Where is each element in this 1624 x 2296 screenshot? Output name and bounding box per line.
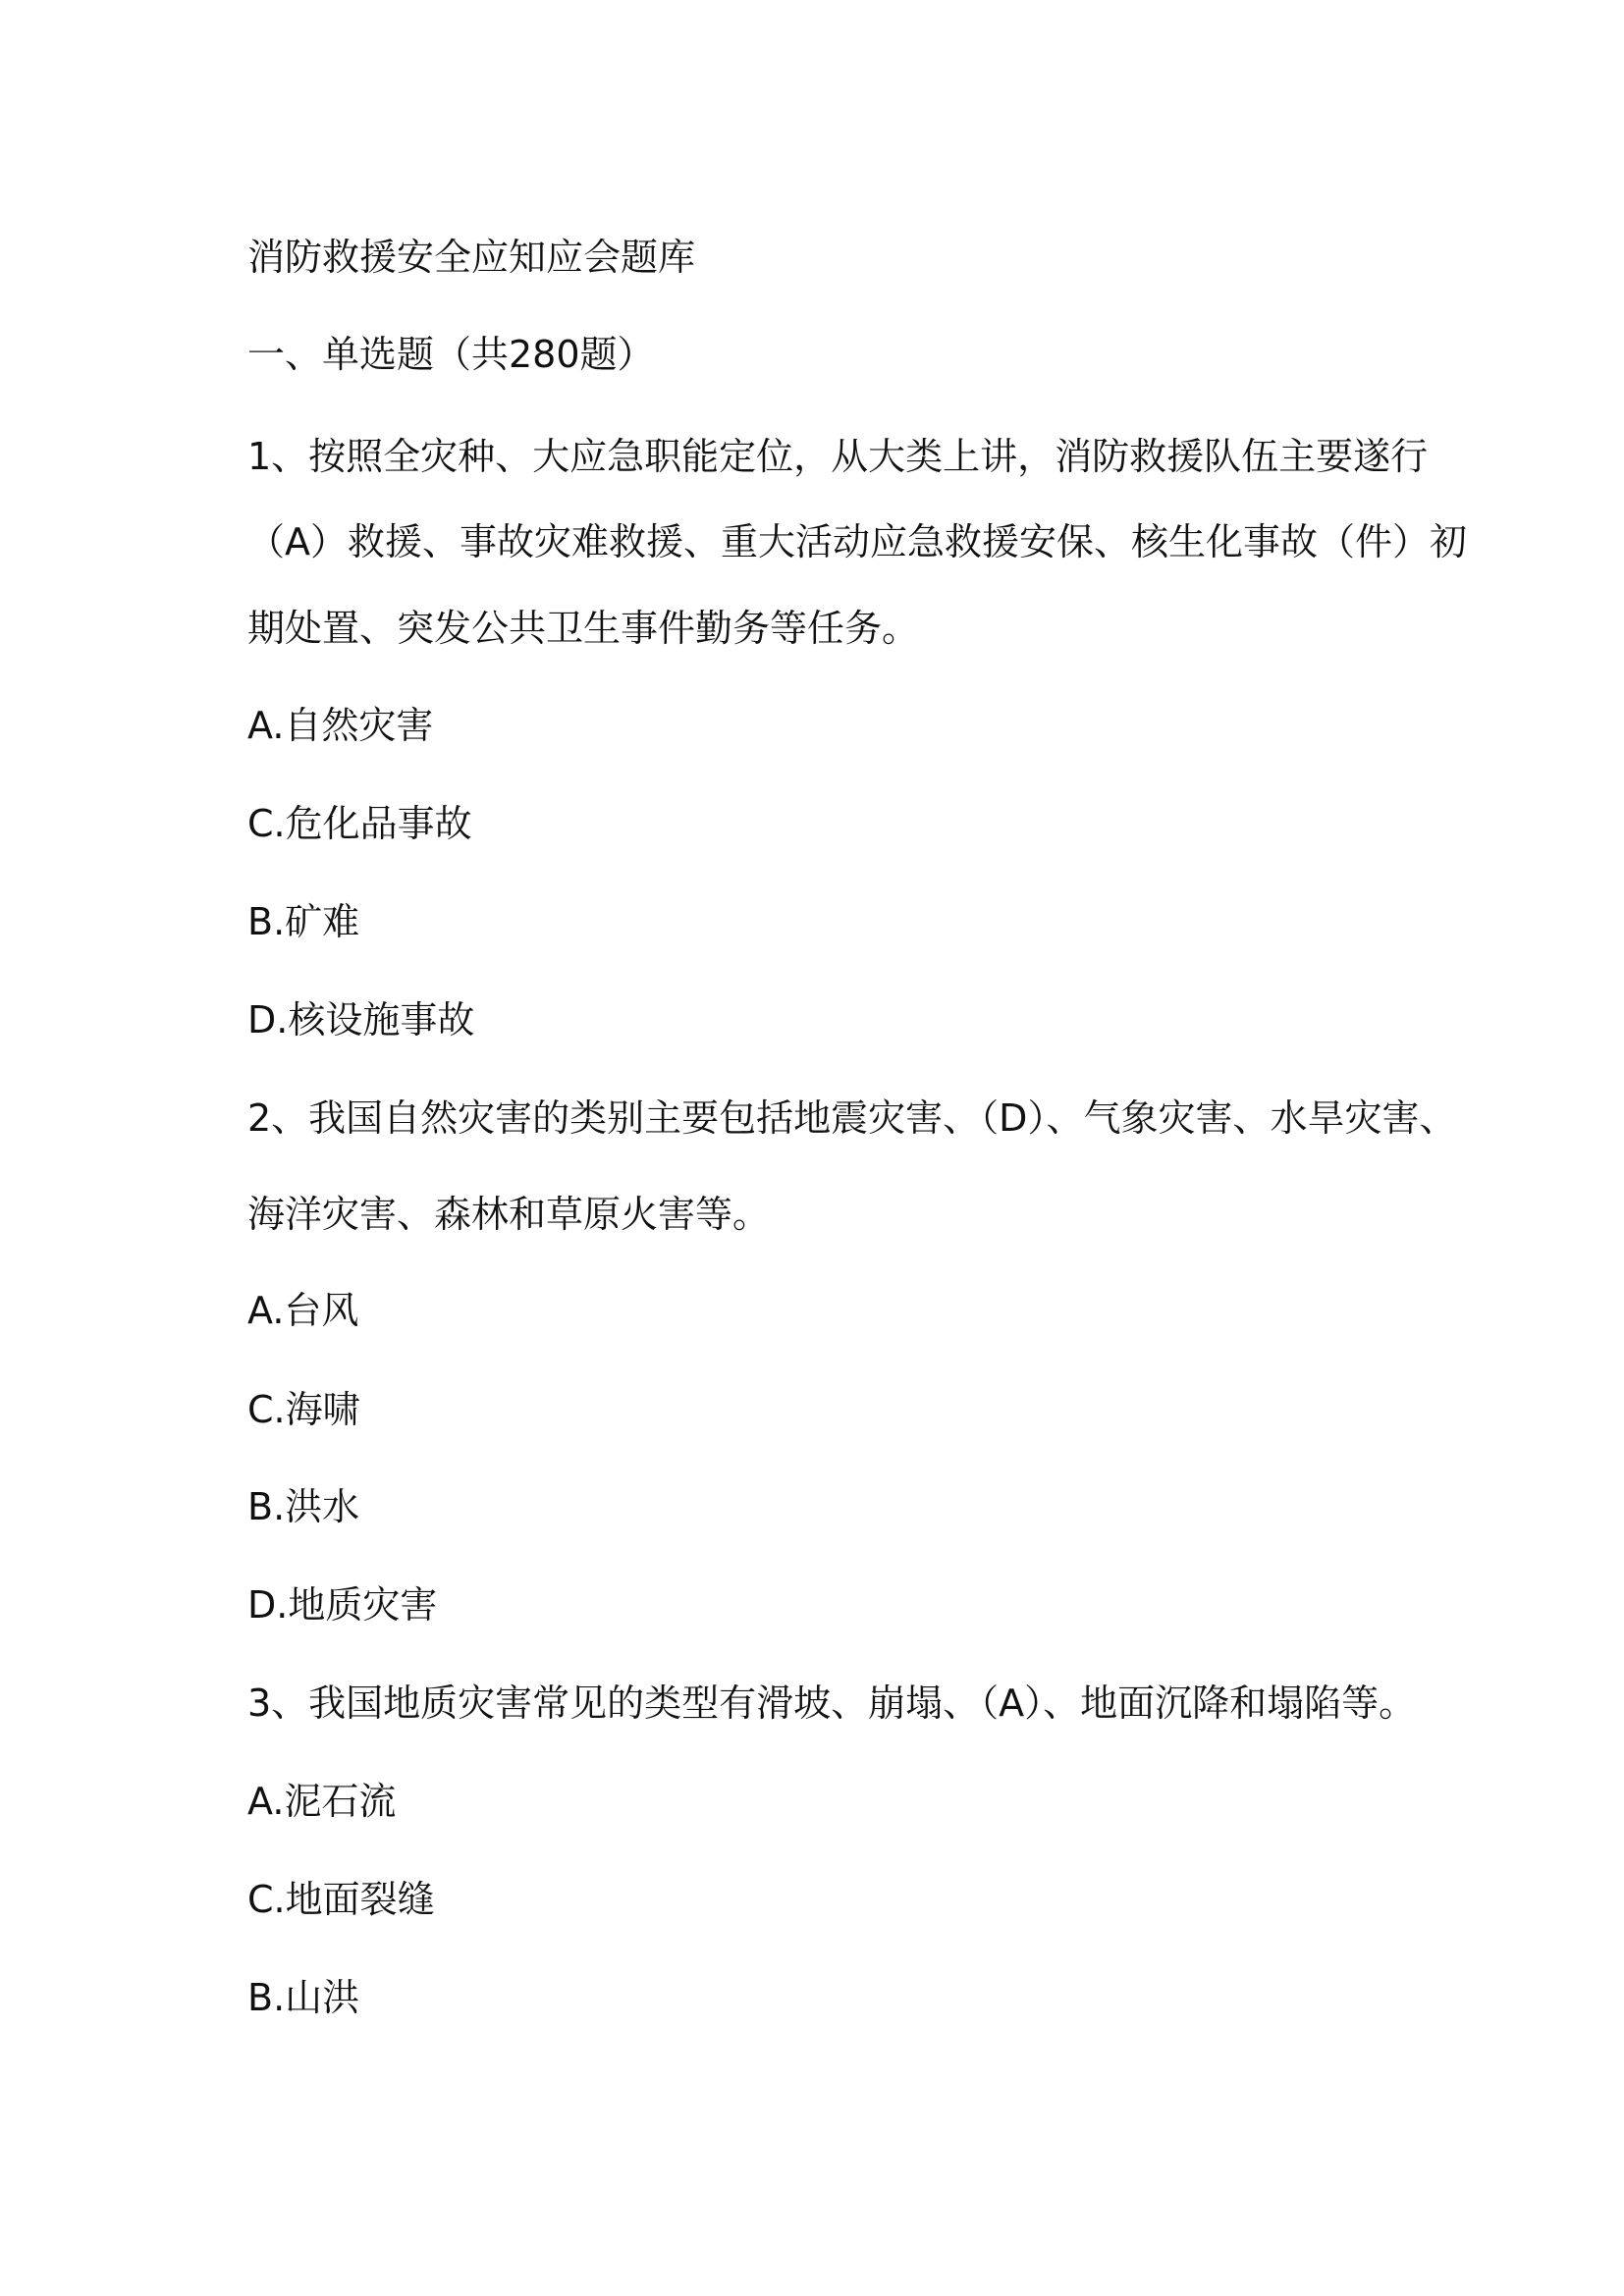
question-2-line-2: 海洋灾害、森林和草原火害等。 xyxy=(247,1193,771,1236)
question-1-line-1: 1、按照全灾种、大应急职能定位，从大类上讲，消防救援队伍主要遂行 xyxy=(247,435,1429,478)
question-2-option-b: B.洪水 xyxy=(247,1485,360,1528)
question-2-line-1: 2、我国自然灾害的类别主要包括地震灾害、（D）、气象灾害、水旱灾害、 xyxy=(247,1096,1457,1140)
question-1-option-c: C.危化品事故 xyxy=(247,802,472,845)
question-1-line-3: 期处置、突发公共卫生事件勤务等任务。 xyxy=(247,607,920,650)
question-3-option-b: B.山洪 xyxy=(247,1976,360,2019)
question-2-option-c: C.海啸 xyxy=(247,1388,360,1431)
question-2-option-d: D.地质灾害 xyxy=(247,1583,438,1627)
document-title: 消防救援安全应知应会题库 xyxy=(247,236,696,279)
section-heading: 一、单选题（共280题） xyxy=(247,333,655,376)
question-1-option-a: A.自然灾害 xyxy=(247,704,434,747)
question-1-option-d: D.核设施事故 xyxy=(247,998,475,1041)
question-1-option-b: B.矿难 xyxy=(247,900,360,943)
question-2-option-a: A.台风 xyxy=(247,1289,359,1332)
question-3-option-c: C.地面裂缝 xyxy=(247,1878,435,1921)
question-3-line-1: 3、我国地质灾害常见的类型有滑坡、崩塌、（A）、地面沉降和塌陷等。 xyxy=(247,1682,1417,1725)
question-1-line-2: （A）救援、事故灾难救援、重大活动应急救援安保、核生化事故（件）初 xyxy=(247,520,1467,563)
question-3-option-a: A.泥石流 xyxy=(247,1780,397,1823)
